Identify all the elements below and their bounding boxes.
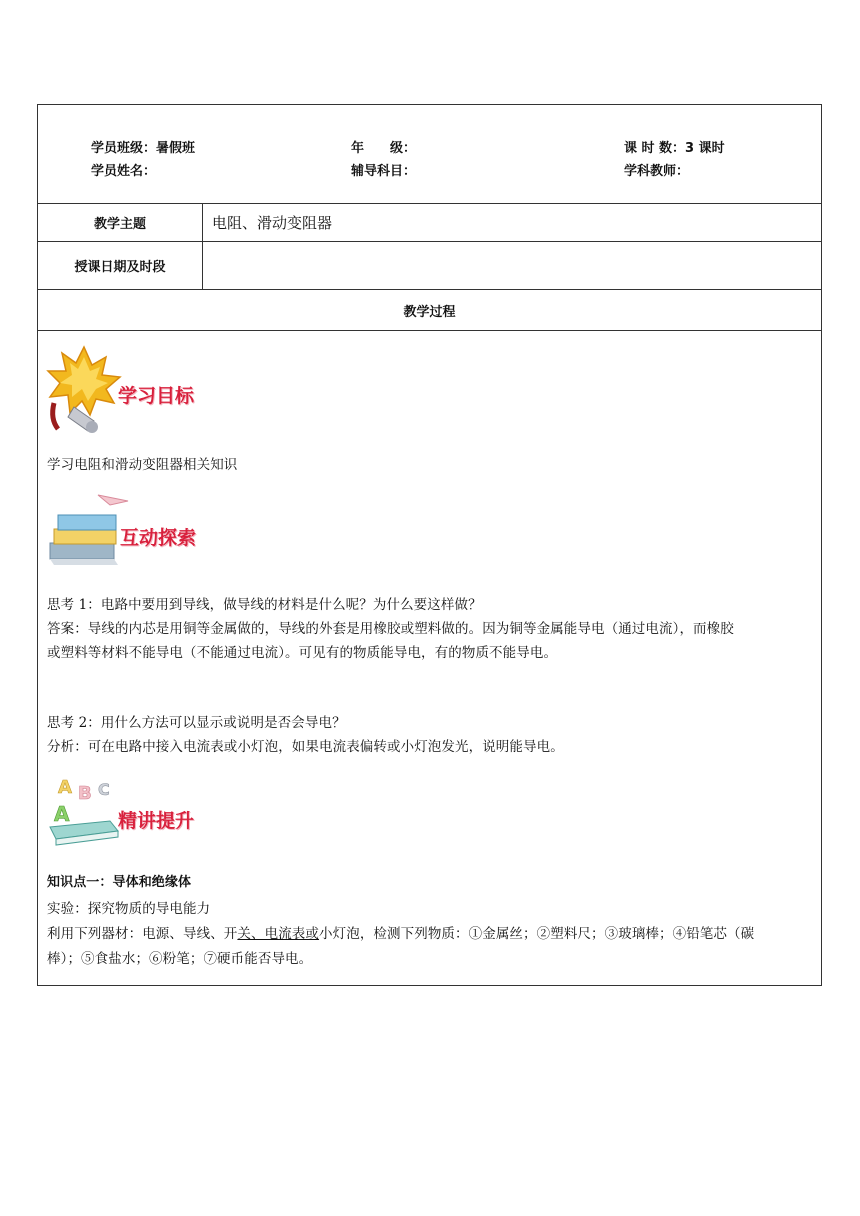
equipment-text-b: 小灯泡，检测下列物质：①金属丝；②塑料尺；③玻璃棒；④铅笔芯（碳 [319,926,755,942]
answer-2: 分析：可在电路中接入电流表或小灯泡，如果电流表偏转或小灯泡发光，说明能导电。 [47,739,564,755]
svg-text:B: B [78,783,92,804]
student-name-label: 学员姓名： [91,164,157,179]
process-label: 教学过程 [403,304,456,320]
topic-row [38,204,821,242]
question-1: 思考 1：电路中要用到导线，做导线的材料是什么呢？为什么要这样做？ [47,597,482,613]
date-label: 授课日期及时段 [38,242,203,289]
process-content [38,331,821,985]
answer-1-line-1: 答案：导线的内芯是用铜等金属做的，导线的外套是用橡胶或塑料做的。因为铜等金属能导电（通过电流），而橡胶 [47,621,734,637]
grade-label: 年 级： [351,141,417,156]
topic-label: 教学主题 [38,204,203,241]
date-row [38,242,821,290]
question-2: 思考 2：用什么方法可以显示或说明是否会导电？ [47,715,346,731]
abc-book-icon [44,771,124,851]
hours-label: 课 时 数：3 课时 [624,141,725,156]
topic-value: 电阻、滑动变阻器 [212,214,333,232]
section-goal-title: 学习目标 [118,385,195,407]
process-heading [38,290,821,331]
section-lecture-title: 精讲提升 [118,810,195,832]
date-value [203,242,821,289]
svg-text:A: A [54,802,70,826]
answer-1-line-2: 或塑料等材料不能导电（不能通过电流）。可见有的物质能导电，有的物质不能导电。 [47,645,558,661]
teacher-label: 学科教师： [624,164,690,179]
section-explore-title: 互动探索 [120,527,197,549]
experiment-title: 实验：探究物质的导电能力 [47,901,211,917]
knowledge-point-1: 知识点一：导体和绝缘体 [47,875,192,890]
svg-text:C: C [98,780,110,799]
equipment-text-a: 利用下列器材：电源、导线、开 [47,926,238,942]
equipment-line-1 [47,922,754,942]
lesson-plan-sheet [37,104,822,986]
maple-leaf-bell-icon [44,343,124,435]
svg-text:A: A [58,777,72,798]
equipment-text-underlined: 关、电流表或 [237,926,320,942]
goal-text: 学习电阻和滑动变阻器相关知识 [47,457,238,473]
equipment-line-2: 棒）；⑤食盐水；⑥粉笔；⑦硬币能否导电。 [47,951,313,967]
subject-label: 辅导科目： [351,164,417,179]
class-label: 学员班级：暑假班 [91,141,196,156]
header-info [38,105,821,204]
